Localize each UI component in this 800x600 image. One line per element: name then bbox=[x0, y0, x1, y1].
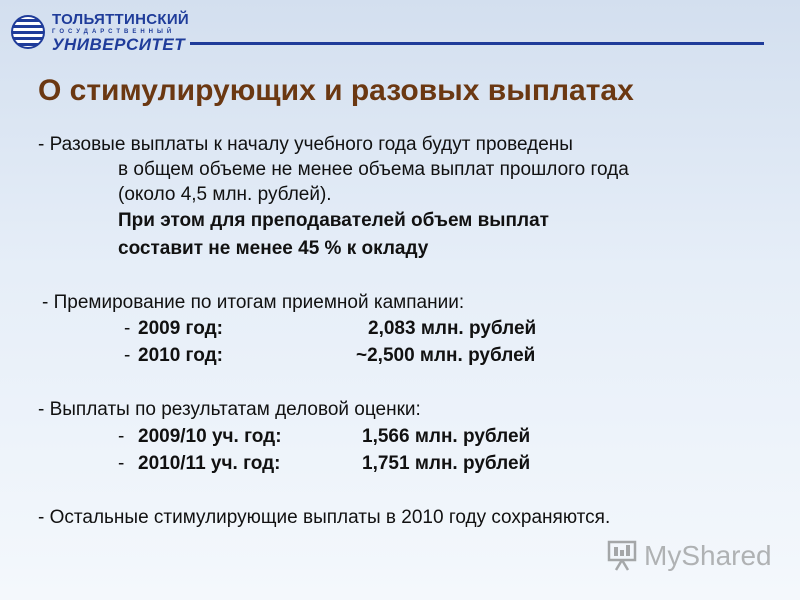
section3-row2-label: 2010/11 уч. год: bbox=[138, 453, 281, 474]
section3-row1-value: 1,566 млн. рублей bbox=[362, 426, 531, 447]
section1-line2: в общем объеме не менее объема выплат прошлого года bbox=[118, 159, 629, 180]
slide-title: О стимулирующих и разовых выплатах bbox=[38, 74, 634, 107]
section1-line4: При этом для преподавателей объем выплат bbox=[118, 210, 549, 231]
watermark-text: MyShared bbox=[644, 540, 772, 571]
section2-row1-label: 2009 год: bbox=[138, 318, 223, 339]
section1-line5: составит не менее 45 % к окладу bbox=[118, 238, 429, 259]
presentation-icon bbox=[606, 538, 640, 572]
section2-row2-value: ~2,500 млн. рублей bbox=[356, 345, 536, 366]
section1-line3: (около 4,5 млн. рублей). bbox=[118, 184, 332, 205]
section3-row1-label: 2009/10 уч. год: bbox=[138, 426, 282, 447]
section1-line1: - Разовые выплаты к началу учебного года будут проведены bbox=[38, 134, 573, 155]
logo-line-3: УНИВЕРСИТЕТ bbox=[52, 35, 186, 54]
watermark bbox=[606, 538, 772, 572]
section3-row2-value: 1,751 млн. рублей bbox=[362, 453, 531, 474]
section3-heading: - Выплаты по результатам деловой оценки: bbox=[38, 399, 421, 420]
section2-row1-dash: - bbox=[124, 318, 131, 339]
logo-line-2: ГОСУДАРСТВЕННЫЙ bbox=[52, 29, 176, 35]
section2-row2-dash: - bbox=[124, 345, 131, 366]
section2-row1-value: 2,083 млн. рублей bbox=[368, 318, 537, 339]
section3-row1-dash: - bbox=[118, 426, 125, 447]
section2-heading: - Премирование по итогам приемной кампании: bbox=[42, 292, 465, 313]
logo-line-1: ТОЛЬЯТТИНСКИЙ bbox=[52, 11, 189, 28]
section3-row2-dash: - bbox=[118, 453, 125, 474]
section4-line1: - Остальные стимулирующие выплаты в 2010 году сохраняются. bbox=[38, 507, 611, 528]
section2-row2-label: 2010 год: bbox=[138, 345, 223, 366]
